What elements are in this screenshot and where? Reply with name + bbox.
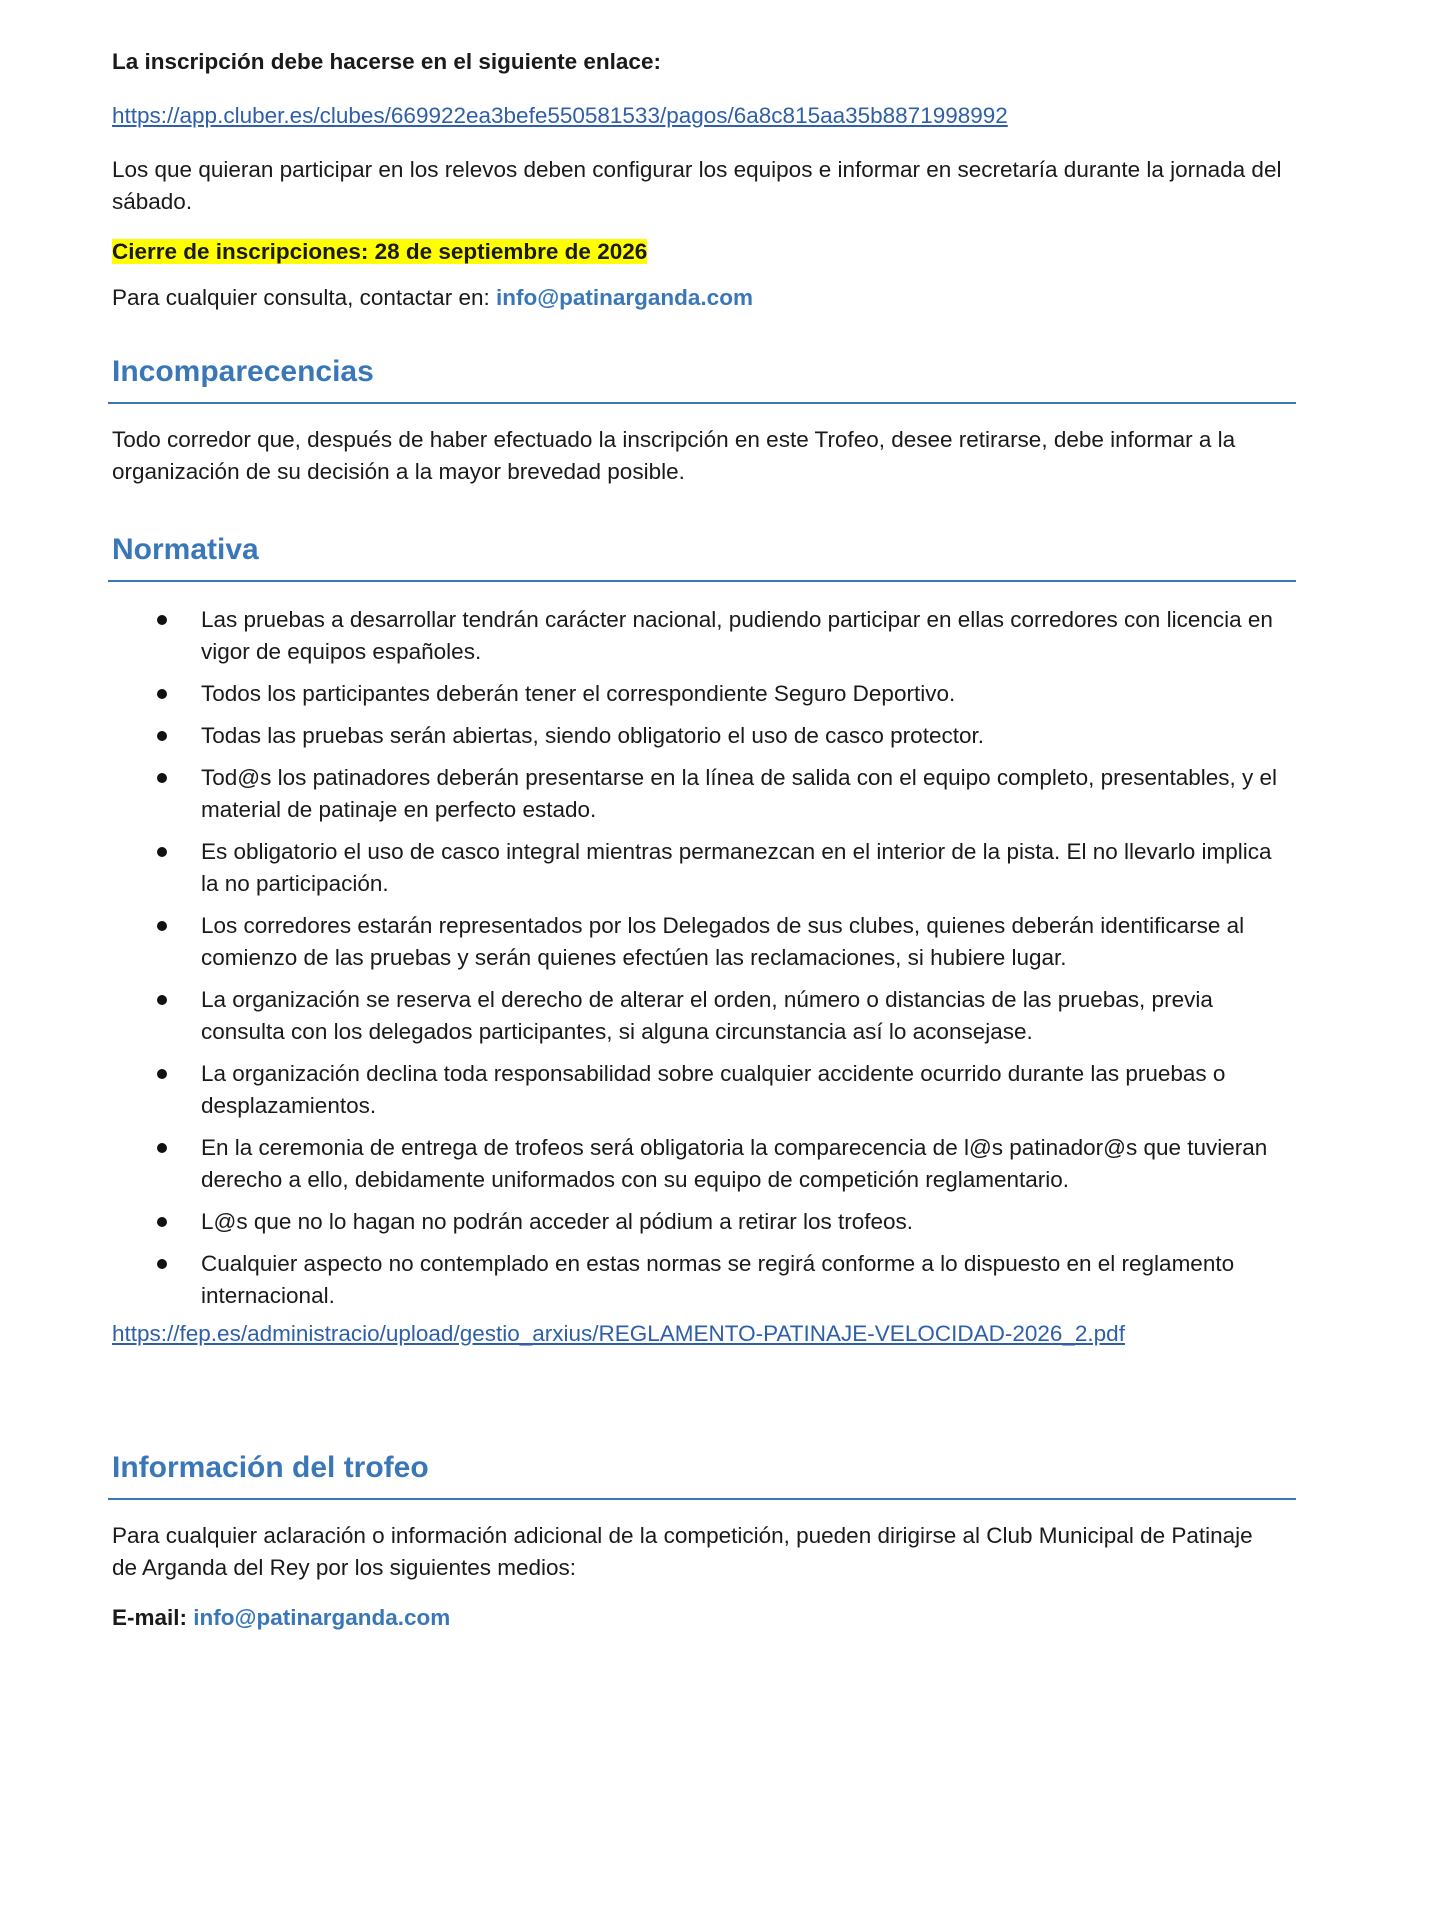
deadline-highlight: Cierre de inscripciones: 28 de septiembre de 2026	[112, 239, 648, 264]
rule-item	[112, 1058, 1292, 1122]
bullet-icon	[157, 689, 167, 699]
rule-item	[112, 910, 1292, 974]
trophy-info-text: Para cualquier aclaración o información adicional de la competición, pueden dirigirse al Club Municipal de Patinaje de Arganda del Rey por los siguientes medios:	[112, 1523, 1253, 1580]
rule-item	[112, 604, 1292, 668]
rule-item	[112, 720, 1292, 752]
contact-line	[112, 282, 1312, 314]
rule-item-text: Tod@s los patinadores deberán presentarse en la línea de salida con el equipo completo, presentables, y el material de patinaje en perfecto estado.	[201, 765, 1278, 822]
rule-item-text: Los corredores estarán representados por los Delegados de sus clubes, quienes deberán identificarse al comienzo de las pruebas y serán quienes efectúen las reclamaciones, si hubiere lugar.	[201, 913, 1245, 970]
bullet-icon	[157, 1069, 167, 1079]
rule-item-text: Todas las pruebas serán abiertas, siendo obligatorio el uso de casco protector.	[201, 723, 984, 748]
section-divider	[108, 402, 1296, 404]
section-title-normativa: Normativa	[112, 533, 259, 566]
regulation-link[interactable]: https://fep.es/administracio/upload/gestio_arxius/REGLAMENTO-PATINAJE-VELOCIDAD-2026_2.pdf	[112, 1321, 1125, 1346]
rule-item-text: La organización declina toda responsabilidad sobre cualquier accidente ocurrido durante las pruebas o desplazamientos.	[201, 1061, 1226, 1118]
rule-item-text: Las pruebas a desarrollar tendrán carácter nacional, pudiendo participar en ellas corredores con licencia en vigor de equipos españoles.	[201, 607, 1273, 664]
registration-link-line	[112, 100, 1312, 132]
document-content	[112, 46, 1312, 1634]
section-title-incomparecencias: Incomparecencias	[112, 355, 374, 388]
trophy-email-link[interactable]: info@patinarganda.com	[193, 1605, 451, 1630]
rule-item-text: Todos los participantes deberán tener el correspondiente Seguro Deportivo.	[201, 681, 956, 706]
rules-list	[112, 604, 1292, 1312]
rule-item-text: Cualquier aspecto no contemplado en estas normas se regirá conforme a lo dispuesto en el reglamento internacional.	[201, 1251, 1235, 1308]
rule-item-text: L@s que no lo hagan no podrán acceder al pódium a retirar los trofeos.	[201, 1209, 914, 1234]
registration-intro: La inscripción debe hacerse en el siguiente enlace:	[112, 49, 661, 74]
trophy-email-label: E-mail:	[112, 1605, 194, 1630]
deadline-line	[112, 236, 1312, 268]
bullet-icon	[157, 731, 167, 741]
rule-item-text: Es obligatorio el uso de casco integral mientras permanezcan en el interior de la pista. El no llevarlo implica la no participación.	[201, 839, 1272, 896]
bullet-icon	[157, 921, 167, 931]
rule-item	[112, 836, 1292, 900]
section-divider	[108, 1498, 1296, 1500]
section-divider	[108, 580, 1296, 582]
rule-item-text: La organización se reserva el derecho de alterar el orden, número o distancias de las pruebas, previa consulta con los delegados participantes, si alguna circunstancia así lo aconsejase.	[201, 987, 1213, 1044]
no-shows-text: Todo corredor que, después de haber efectuado la inscripción en este Trofeo, desee retirarse, debe informar a la organización de su decisión a la mayor brevedad posible.	[112, 427, 1236, 484]
contact-text: Para cualquier consulta, contactar en:	[112, 285, 496, 310]
rule-item	[112, 762, 1292, 826]
rule-item	[112, 1132, 1292, 1196]
bullet-icon	[157, 847, 167, 857]
bullet-icon	[157, 1259, 167, 1269]
registration-link[interactable]: https://app.cluber.es/clubes/669922ea3befe550581533/pagos/6a8c815aa35b8871998992	[112, 103, 1008, 128]
rule-item	[112, 1248, 1292, 1312]
bullet-icon	[157, 773, 167, 783]
trophy-email-line	[112, 1602, 1312, 1634]
relay-note: Los que quieran participar en los relevos deben configurar los equipos e informar en secretaría durante la jornada del sábado.	[112, 157, 1282, 214]
rule-item	[112, 984, 1292, 1048]
rule-item	[112, 678, 1292, 710]
rule-item-text: En la ceremonia de entrega de trofeos será obligatoria la comparecencia de l@s patinador@s que tuvieran derecho a ello, debidamente uniformados con su equipo de competición reglamentario.	[201, 1135, 1268, 1192]
bullet-icon	[157, 615, 167, 625]
bullet-icon	[157, 1217, 167, 1227]
rule-item	[112, 1206, 1292, 1238]
bullet-icon	[157, 995, 167, 1005]
bullet-icon	[157, 1143, 167, 1153]
section-title-informacion-trofeo: Información del trofeo	[112, 1451, 429, 1484]
regulation-link-line	[112, 1318, 1312, 1350]
contact-email-link[interactable]: info@patinarganda.com	[495, 285, 753, 310]
